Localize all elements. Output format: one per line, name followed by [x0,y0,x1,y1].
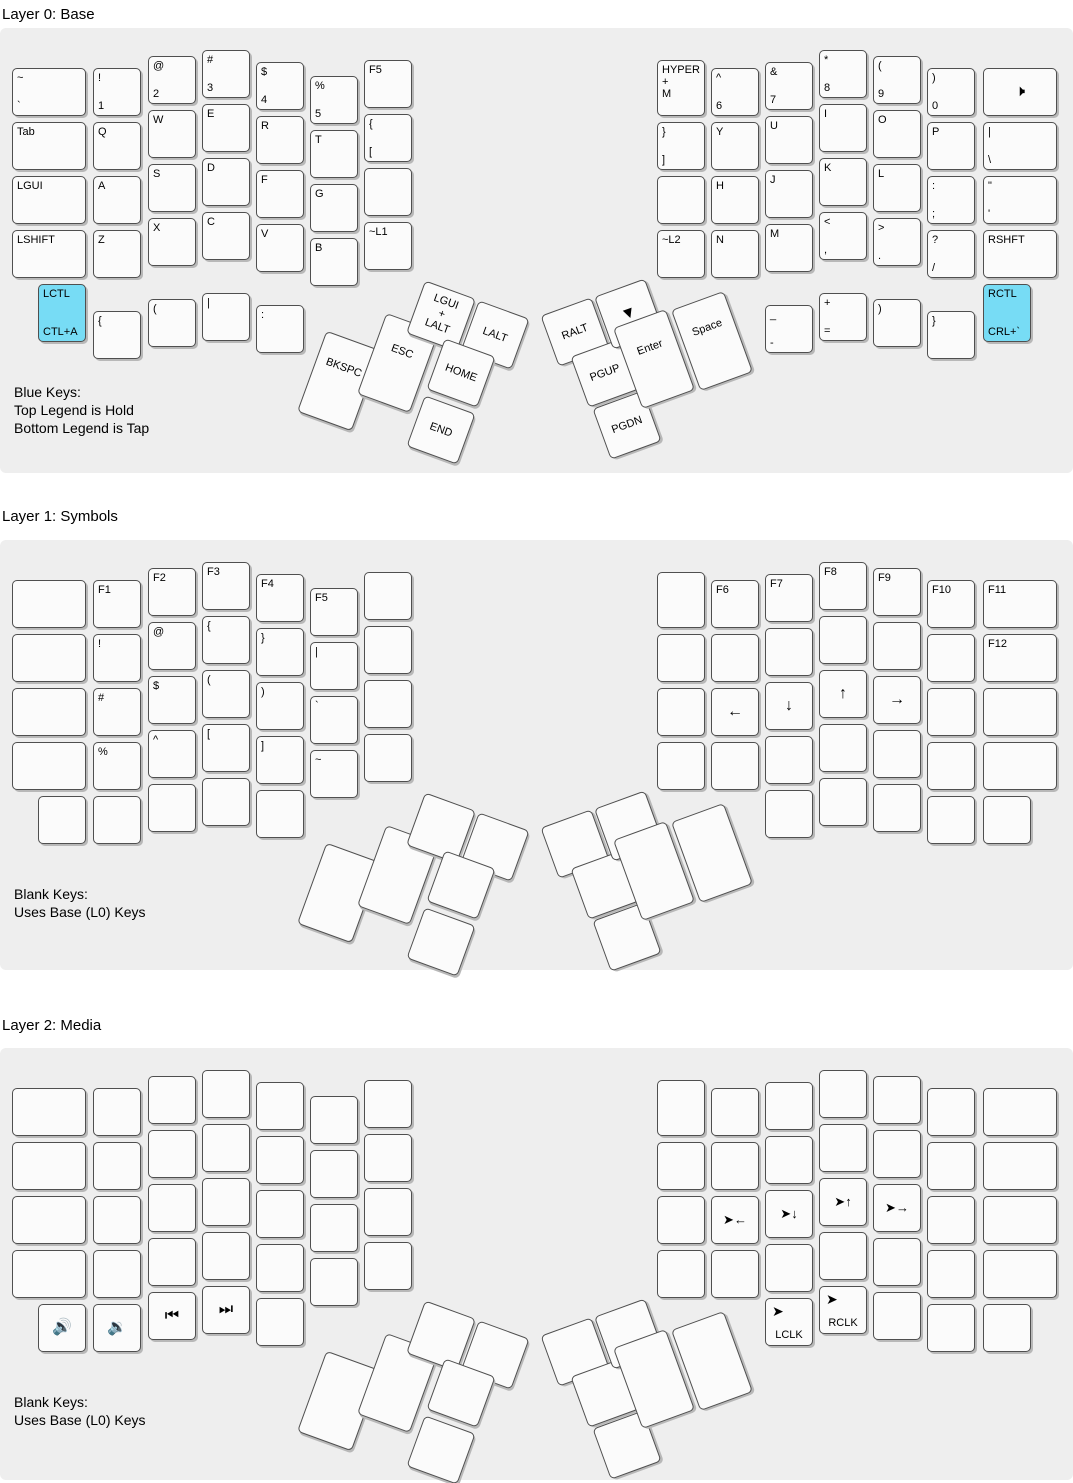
key-l1-backtick[interactable]: ` [310,696,358,744]
key-h[interactable]: H [711,176,759,224]
key-rparen-0[interactable]: ) 0 [927,68,975,116]
key-l2-l-c2-r4[interactable] [93,1250,141,1298]
key-f5[interactable]: F5 [364,60,412,108]
key-l1-r-c2-r4[interactable] [711,742,759,790]
key-l1-f10[interactable]: F10 [927,580,975,628]
key-end[interactable]: END [406,395,475,464]
volume-down-icon: 🔉 [107,1319,127,1336]
key-l2-thumb-6[interactable] [406,1415,475,1483]
key-l1-f7[interactable]: F7 [765,574,813,622]
key-r[interactable]: R [256,116,304,164]
key-u[interactable]: U [765,116,813,164]
key-v[interactable]: V [256,224,304,272]
key-rshift[interactable]: RSHFT [983,230,1057,278]
key-lgui[interactable]: LGUI [12,176,86,224]
key-l2-l-c5-r5[interactable] [256,1298,304,1346]
key-l2-l-c4-r4[interactable] [202,1232,250,1280]
key-l1-r-c1-r2[interactable] [657,634,705,682]
layer-1-panel [0,540,1073,970]
key-lshift[interactable]: LSHIFT [12,230,86,278]
key-l2-lclk[interactable]: ➤ LCLK [765,1298,813,1346]
layer-0-note: Blue Keys: Top Legend is Hold Bottom Legend is Tap [14,384,150,436]
key-at-2[interactable]: @ 2 [148,56,196,104]
key-l2-r-c5-r4[interactable] [873,1238,921,1286]
key-c[interactable]: C [202,212,250,260]
key-l2-r-c4-r4[interactable] [819,1232,867,1280]
key-dollar-4[interactable]: $ 4 [256,62,304,110]
key-underscore-dash[interactable]: _ - [765,305,813,353]
key-l1-rparen[interactable]: ) [256,682,304,730]
key-bang-1[interactable]: ! 1 [93,68,141,116]
key-z[interactable]: Z [93,230,141,278]
key-l2-r-c3-r4[interactable] [765,1244,813,1292]
key-l2-r-c6-r2[interactable] [927,1142,975,1190]
key-l2-r-c6-r4[interactable] [927,1250,975,1298]
key-pgup[interactable]: PGUP [570,338,639,407]
key-l2-r-c5-r5[interactable] [873,1292,921,1340]
key-l1-l-c3-r5[interactable] [148,784,196,832]
key-l1-r-c1-r1[interactable] [657,572,705,628]
layer-0-title: Layer 0: Base [2,6,95,23]
key-l1-r-c2-r2[interactable] [711,634,759,682]
key-l1-arrow-up[interactable] [819,670,867,718]
key-l1-r-c6-r4[interactable] [927,742,975,790]
key-l2-mouse-up[interactable] [819,1178,867,1226]
key-l1-l-thumbinner[interactable] [38,796,86,844]
key-l2-r-c5-r1[interactable] [873,1076,921,1124]
key-i[interactable]: I [819,104,867,152]
key-l2-l-c3-r2[interactable] [148,1130,196,1178]
mouse-left-icon: ➤← [723,1212,747,1227]
key-plus-equal[interactable]: + = [819,293,867,341]
key-l2-prev-track[interactable] [148,1292,196,1340]
key-w[interactable]: W [148,110,196,158]
key-j[interactable]: J [765,170,813,218]
key-t[interactable]: T [310,130,358,178]
key-amp-7[interactable]: & 7 [765,62,813,110]
key-l1-l-c7-r2[interactable] [364,626,412,674]
key-b[interactable]: B [310,238,358,286]
key-l2-l-c4-r3[interactable] [202,1178,250,1226]
key-a[interactable]: A [93,176,141,224]
key-l1-r-c4-r5[interactable] [819,778,867,826]
mute-icon: 🕨 [1014,83,1026,100]
key-l2-mouse-left[interactable] [711,1196,759,1244]
key-enter[interactable]: Enter [613,309,695,409]
key-rparen[interactable]: ) [873,299,921,347]
key-l2-r-c7-r5[interactable] [983,1304,1031,1352]
key-l1-f11[interactable]: F11 [983,580,1057,628]
key-l1-at[interactable]: @ [148,622,196,670]
key-caret-6[interactable]: ^ 6 [711,68,759,116]
key-l1-lbrace[interactable]: { [202,616,250,664]
key-tab[interactable]: Tab [12,122,86,170]
key-l[interactable]: L [873,164,921,212]
layer-2-title: Layer 2: Media [2,1017,102,1034]
key-l1-r-c7-r3[interactable] [983,688,1057,736]
key-s[interactable]: S [148,164,196,212]
key-l2-l-c7-r1[interactable] [364,1080,412,1128]
key-l1-caret[interactable]: ^ [148,730,196,778]
key-l2-l-c6-r3[interactable] [310,1204,358,1252]
key-l1-tilde[interactable]: ~ [310,750,358,798]
key-l1-r-c5-r5[interactable] [873,784,921,832]
key-l2-r-c3-r1[interactable] [765,1082,813,1130]
key-l2-r-c6-r3[interactable] [927,1196,975,1244]
key-l1-l-c5-r5[interactable] [256,790,304,838]
key-question-slash[interactable]: ? / [927,230,975,278]
key-l1-f4[interactable]: F4 [256,574,304,622]
key-rbrace[interactable]: } ] [657,122,705,170]
arrow-down-icon: ↓ [785,697,793,714]
key-e[interactable]: E [202,104,250,152]
key-l1-l-c7-r3[interactable] [364,680,412,728]
key-l1-hash[interactable]: # [93,688,141,736]
key-l2-r-c2-r4[interactable] [711,1250,759,1298]
key-l1-r-c6-r3[interactable] [927,688,975,736]
key-l2-l-c5-r3[interactable] [256,1190,304,1238]
key-quote-apostrophe[interactable]: " ' [983,176,1057,224]
key-l2-l-c7-r2[interactable] [364,1134,412,1182]
key-l2-r-c2-r2[interactable] [711,1142,759,1190]
key-g[interactable]: G [310,184,358,232]
key-l1-l-c7-r1[interactable] [364,572,412,620]
key-media-down[interactable]: ▼ [594,278,664,349]
key-l2-l-c4-r1[interactable] [202,1070,250,1118]
key-percent-5[interactable]: % 5 [310,76,358,124]
key-pgdn[interactable]: PGDN [592,390,661,459]
key-l1-r-c3-r2[interactable] [765,628,813,676]
key-p[interactable]: P [927,122,975,170]
key-l2-next-track[interactable] [202,1286,250,1334]
key-l2-l-c2-r2[interactable] [93,1142,141,1190]
key-l2-r-c6-r5[interactable] [927,1304,975,1352]
key-blank-r0-a[interactable] [657,176,705,224]
key-l1-r-c6-r5[interactable] [927,796,975,844]
key-l2-mouse-down[interactable] [765,1190,813,1238]
key-lbracket[interactable]: { [ [364,114,412,162]
key-l1-f12[interactable]: F12 [983,634,1057,682]
key-l2-l-c3-r1[interactable] [148,1076,196,1124]
key-l1-f5[interactable]: F5 [310,588,358,636]
layer-1-note: Blank Keys: Uses Base (L0) Keys [14,886,146,920]
key-l2-volume-up[interactable] [38,1304,86,1352]
key-l2-l-c7-r3[interactable] [364,1188,412,1236]
key-l1-l-c1-r3[interactable] [12,688,86,736]
key-l2-r-c1-r1[interactable] [657,1080,705,1136]
key-l1-pipe[interactable]: | [310,642,358,690]
key-l1-r-c6-r2[interactable] [927,634,975,682]
key-hyper-m[interactable]: HYPER + M [657,60,705,116]
key-tilde-grave[interactable]: ~ ` [12,68,86,116]
key-gt-period[interactable]: > . [873,218,921,266]
key-l2-l-c5-r2[interactable] [256,1136,304,1184]
mouse-up-icon: ➤↑ [834,1194,852,1209]
key-space[interactable]: Space [671,291,753,391]
key-l1-r-c1-r4[interactable] [657,742,705,790]
key-l1-rbracket[interactable]: ] [256,736,304,784]
key-l1-r-c5-r4[interactable] [873,730,921,778]
key-l1-f6[interactable]: F6 [711,580,759,628]
key-bkspc[interactable]: BKSPC [297,331,381,432]
key-l2-r-c4-r2[interactable] [819,1124,867,1172]
key-x[interactable]: X [148,218,196,266]
layer-1-title: Layer 1: Symbols [2,508,118,525]
cursor-icon: ➤ [772,1303,784,1319]
key-l1-r-c5-r2[interactable] [873,622,921,670]
key-l1-f9[interactable]: F9 [873,568,921,616]
key-l1-r-c3-r4[interactable] [765,736,813,784]
layer-0-panel [0,28,1073,473]
key-f[interactable]: F [256,170,304,218]
key-l1-l-c1-r2[interactable] [12,634,86,682]
key-ralt[interactable]: RALT [540,297,609,366]
key-lctl-ctrl-a[interactable]: LCTL CTL+A [38,284,86,342]
key-blank-l0-a[interactable] [364,168,412,216]
key-pipe[interactable]: | [202,293,250,341]
key-l2-l-c1-r3[interactable] [12,1196,86,1244]
key-l2-l-c2-r1[interactable] [93,1088,141,1136]
cursor-icon: ➤ [826,1291,838,1307]
key-l1-arrow-left[interactable] [711,688,759,736]
key-l2-l-c6-r2[interactable] [310,1150,358,1198]
key-l2-r-c4-r1[interactable] [819,1070,867,1118]
key-colon-semicolon[interactable]: : ; [927,176,975,224]
key-l2-l-c2-r3[interactable] [93,1196,141,1244]
key-l2-r-c3-r2[interactable] [765,1136,813,1184]
key-l2-r-c1-r2[interactable] [657,1142,705,1190]
key-lt-comma[interactable]: < , [819,212,867,260]
key-l2-r-c1-r3[interactable] [657,1196,705,1244]
key-l2-mouse-right[interactable] [873,1184,921,1232]
key-l2-l-c4-r2[interactable] [202,1124,250,1172]
key-d[interactable]: D [202,158,250,206]
key-l1-lparen[interactable]: ( [202,670,250,718]
key-l2-l-c1-r1[interactable] [12,1088,86,1136]
key-l2-r-c6-r1[interactable] [927,1088,975,1136]
key-l1-dollar[interactable]: $ [148,676,196,724]
key-l1-lbracket[interactable]: [ [202,724,250,772]
mouse-right-icon: ➤→ [885,1200,909,1215]
key-l1-arrow-right[interactable] [873,676,921,724]
arrow-up-icon: ↑ [839,685,847,702]
key-l2-rclk[interactable]: ➤ RCLK [819,1286,867,1334]
key-l2-l-c1-r4[interactable] [12,1250,86,1298]
key-star-8[interactable]: * 8 [819,50,867,98]
key-l2-r-c7-r4[interactable] [983,1250,1057,1298]
key-lalt[interactable]: LALT [460,300,529,369]
key-n[interactable]: N [711,230,759,278]
key-l1-l-c1-r4[interactable] [12,742,86,790]
key-l1-r-c1-r3[interactable] [657,688,705,736]
key-hash-3[interactable]: # 3 [202,50,250,98]
key-l2-r-c1-r4[interactable] [657,1250,705,1298]
key-layer1[interactable]: ~L1 [364,222,412,270]
key-l2-l-c6-r4[interactable] [310,1258,358,1306]
layer-2-panel [0,1048,1073,1480]
key-o[interactable]: O [873,110,921,158]
key-lparen[interactable]: ( [148,299,196,347]
key-mute[interactable] [983,68,1057,116]
volume-up-icon: 🔊 [52,1319,72,1336]
key-l1-r-c4-r4[interactable] [819,724,867,772]
key-l2-r-c2-r1[interactable] [711,1088,759,1136]
key-l2-l-c7-r4[interactable] [364,1242,412,1290]
key-l1-l-c2-r5[interactable] [93,796,141,844]
key-l1-r-c4-r2[interactable] [819,616,867,664]
key-l2-l-c3-r4[interactable] [148,1238,196,1286]
layer-2-note: Blank Keys: Uses Base (L0) Keys [14,1394,146,1428]
key-l2-l-c1-r2[interactable] [12,1142,86,1190]
key-lgui-lalt[interactable]: LGUI + LALT [406,280,476,351]
key-l1-l-c7-r4[interactable] [364,734,412,782]
key-l2-l-c3-r3[interactable] [148,1184,196,1232]
key-rbrace-2[interactable]: } [927,311,975,359]
key-m[interactable]: M [765,224,813,272]
key-l1-arrow-down[interactable] [765,682,813,730]
key-y[interactable]: Y [711,122,759,170]
key-l1-f8[interactable]: F8 [819,562,867,610]
key-l2-l-c6-r1[interactable] [310,1096,358,1144]
arrow-right-icon: → [889,691,905,708]
key-home[interactable]: HOME [426,338,495,407]
key-layer2[interactable]: ~L2 [657,230,705,278]
key-lbrace[interactable]: { [93,311,141,359]
key-l1-l-c1-r1[interactable] [12,580,86,628]
previous-track-icon: ⏮ [164,1307,180,1324]
key-esc[interactable]: ESC [357,313,439,413]
key-l1-r-c7-r5[interactable] [983,796,1031,844]
next-track-icon: ⏭ [218,1301,234,1318]
key-l1-r-c3-r5[interactable] [765,790,813,838]
key-l2-r-c7-r1[interactable] [983,1088,1057,1136]
key-l1-thumb-6[interactable] [406,907,475,976]
key-l1-r-c7-r4[interactable] [983,742,1057,790]
key-colon[interactable]: : [256,305,304,353]
mouse-down-icon: ➤↓ [780,1206,798,1221]
key-l2-l-c5-r1[interactable] [256,1082,304,1130]
key-rctl-ctrl-grave[interactable]: RCTL CRL+` [983,284,1031,342]
key-l1-bang[interactable]: ! [93,634,141,682]
key-l1-f2[interactable]: F2 [148,568,196,616]
key-k[interactable]: K [819,158,867,206]
key-l1-percent[interactable]: % [93,742,141,790]
key-lparen-9[interactable]: ( 9 [873,56,921,104]
key-l1-l-c4-r5[interactable] [202,778,250,826]
key-l1-f3[interactable]: F3 [202,562,250,610]
key-l1-f1[interactable]: F1 [93,580,141,628]
arrow-left-icon: ← [727,703,743,720]
key-q[interactable]: Q [93,122,141,170]
key-l2-volume-down[interactable] [93,1304,141,1352]
key-l1-rbrace[interactable]: } [256,628,304,676]
key-l2-r-c7-r3[interactable] [983,1196,1057,1244]
key-pipe-backslash[interactable]: | \ [983,122,1057,170]
key-l2-r-c7-r2[interactable] [983,1142,1057,1190]
key-l2-l-c5-r4[interactable] [256,1244,304,1292]
key-l2-r-c5-r2[interactable] [873,1130,921,1178]
